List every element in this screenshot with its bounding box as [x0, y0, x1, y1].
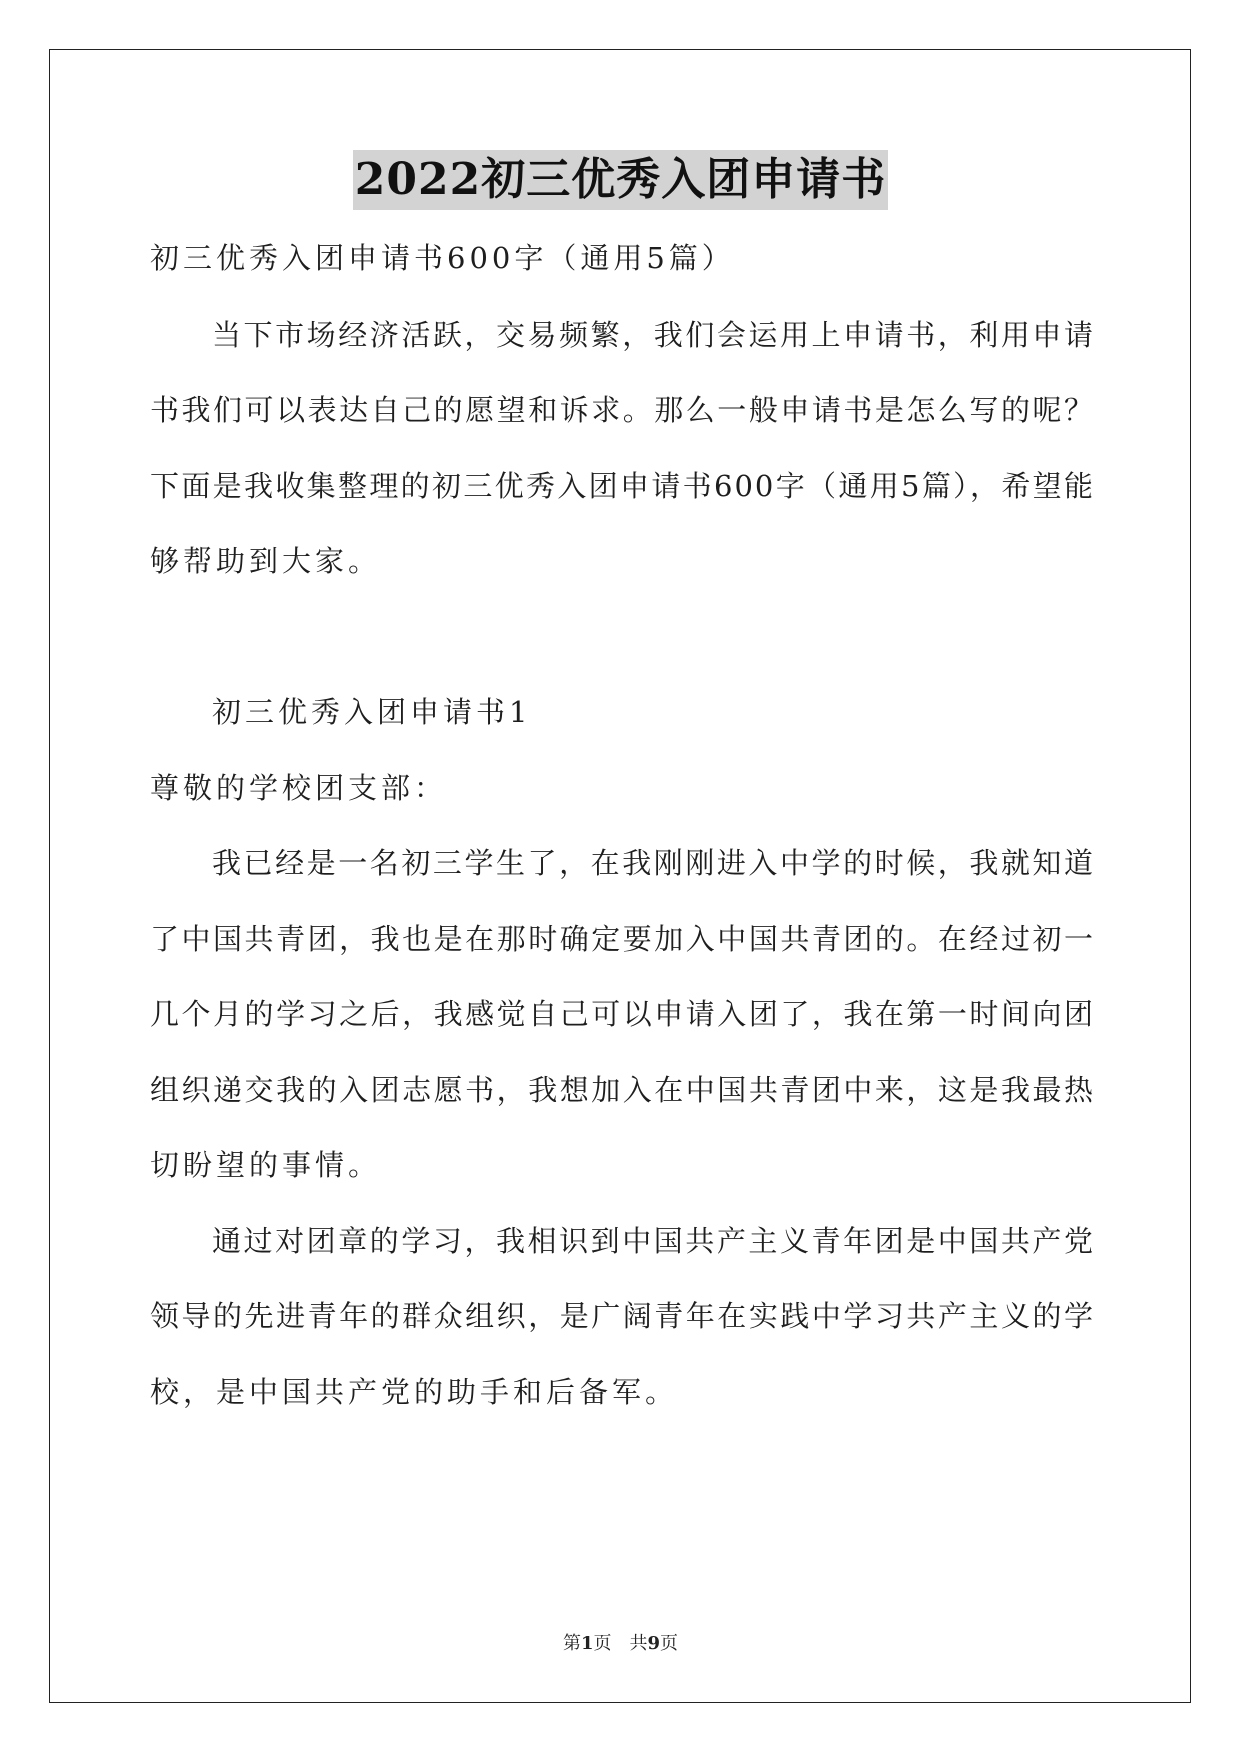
para2-line-2: 领导的先进青年的群众组织，是广阔青年在实践中学习共产主义的学 [150, 1299, 1095, 1333]
para1-line-5: 切盼望的事情。 [150, 1148, 382, 1182]
para1-line-1: 我已经是一名初三学生了，在我刚刚进入中学的时候，我就知道 [212, 846, 1095, 880]
footer-total-pages: 9 [647, 1633, 661, 1654]
subtitle: 初三优秀入团申请书600字（通用5篇） [150, 241, 735, 275]
footer-suffix: 页 [660, 1633, 679, 1654]
para1-line-2: 了中国共青团，我也是在那时确定要加入中国共青团的。在经过初一 [150, 922, 1095, 956]
document-title: 2022初三优秀入团申请书 [353, 150, 888, 210]
footer-page-number: 1 [580, 1633, 594, 1654]
intro-line-3: 下面是我收集整理的初三优秀入团申请书600字（通用5篇），希望能 [150, 469, 1095, 503]
para2-line-3: 校，是中国共产党的助手和后备军。 [150, 1375, 679, 1409]
para2-line-1: 通过对团章的学习，我相识到中国共产主义青年团是中国共产党 [212, 1224, 1095, 1258]
footer-middle: 页 共 [593, 1633, 648, 1654]
intro-line-4: 够帮助到大家。 [150, 544, 382, 578]
intro-line-1: 当下市场经济活跃，交易频繁，我们会运用上申请书，利用申请 [212, 318, 1095, 352]
para1-line-3: 几个月的学习之后，我感觉自己可以申请入团了，我在第一时间向团 [150, 997, 1095, 1031]
page-footer [0, 1632, 1241, 1656]
intro-line-2: 书我们可以表达自己的愿望和诉求。那么一般申请书是怎么写的呢？ [150, 393, 1095, 427]
para1-line-4: 组织递交我的入团志愿书，我想加入在中国共青团中来，这是我最热 [150, 1073, 1095, 1107]
footer-prefix: 第 [562, 1633, 581, 1654]
salutation: 尊敬的学校团支部： [150, 771, 448, 805]
title-container [0, 150, 1241, 210]
section-heading: 初三优秀入团申请书1 [212, 695, 532, 729]
